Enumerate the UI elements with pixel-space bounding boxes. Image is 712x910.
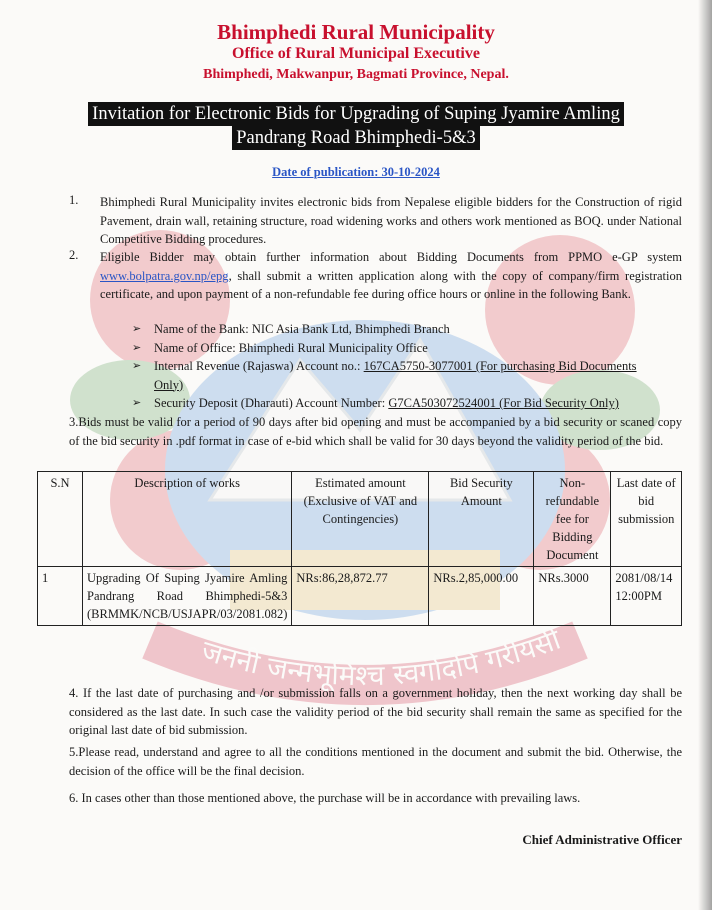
header-fee: Non-refundable fee for Bidding Document xyxy=(534,472,611,567)
cell-estimate: NRs:86,28,872.77 xyxy=(292,567,429,626)
cell-description: Upgrading Of Suping Jyamire Amling Pandrang Road Bhimphedi-5&3 (BRMMK/NCB/USJAPR/03/2081.082) xyxy=(83,567,292,626)
point-1-number: 1. xyxy=(69,193,79,207)
list-item: ➢ Name of the Bank: NIC Asia Bank Ltd, Bhimphedi Branch xyxy=(132,320,652,339)
list-item: ➢ Internal Revenue (Rajaswa) Account no.: 167CA5750-3077001 (For purchasing Bid Documents Only) xyxy=(132,359,637,392)
cell-last-date: 2081/08/14 12:00PM xyxy=(611,567,682,626)
point-1-text: Bhimphedi Rural Municipality invites electronic bids from Nepalese eligible bidders for the Construction of rigid Pavement, drain wall, retaining structure, road widening works and others work mentioned as BOQ. under National Competitive Bidding procedures. xyxy=(100,195,682,246)
arrow-bullet-icon: ➢ xyxy=(132,341,142,354)
point-3-text: 3.Bids must be valid for a period of 90 days after bid opening and must be accompanied by a bid security or scaned copy of the bid security in .pdf format in case of e-bid which shall be valid for 30 days beyond the validity period of the bid. xyxy=(69,415,682,448)
cell-fee: NRs.3000 xyxy=(534,567,611,626)
arrow-bullet-icon: ➢ xyxy=(132,360,142,372)
point-4-text: 4. If the last date of purchasing and /or submission falls on a government holiday, then the next working day shall be considered as the last date. In such case the validity period of the bid security shall remain the same as specified for the original last date of bid submission. xyxy=(69,686,682,737)
arrow-bullet-icon: ➢ xyxy=(132,323,142,335)
table-header-row xyxy=(38,472,682,567)
header-security: Bid Security Amount xyxy=(429,472,534,567)
point-5-text: 5.Please read, understand and agree to all the conditions mentioned in the document and submit the bid. Otherwise, the decision of the office will be the final decision. xyxy=(69,745,682,778)
office-address: Bhimphedi, Makwanpur, Bagmati Province, Nepal. xyxy=(203,67,509,82)
arrow-bullet-icon: ➢ xyxy=(132,397,142,409)
notice-title-line-1: Invitation for Electronic Bids for Upgrading of Suping Jyamire Amling xyxy=(0,102,712,126)
point-2-number: 2. xyxy=(69,248,79,262)
header-estimate: Estimated amount (Exclusive of VAT and Contingencies) xyxy=(292,472,429,567)
municipality-name: Bhimphedi Rural Municipality xyxy=(217,20,495,44)
office-name: Office of Rural Municipal Executive xyxy=(232,45,480,62)
list-item: ➢ Security Deposit (Dharauti) Account Number: G7CA503072524001 (For Bid Security Only) xyxy=(132,394,652,413)
header-last-date: Last date of bid submission xyxy=(611,472,682,567)
page-edge-shadow xyxy=(698,0,712,910)
bolpatra-link[interactable]: www.bolpatra.gov.np/epg xyxy=(100,268,229,283)
bid-table xyxy=(37,471,682,626)
header-description: Description of works xyxy=(83,472,292,567)
cell-security: NRs.2,85,000.00 xyxy=(429,567,534,626)
bank-details-list xyxy=(132,320,652,413)
point-6-text: 6. In cases other than those mentioned above, the purchase will be in accordance with prevailing laws. xyxy=(69,791,581,805)
point-2-text: Eligible Bidder may obtain further information about Bidding Documents from PPMO e-GP system www.bolpatra.gov.np/epg, shall submit a written application along with the copy of company/firm registration certificate, and upon payment of a non-refundable fee during office hours or online in the following Bank. xyxy=(100,250,682,301)
signature-title: Chief Administrative Officer xyxy=(522,832,682,847)
cell-sn: 1 xyxy=(38,567,83,626)
emblem-arc-text: जननी जन्मभूमिश्च स्वर्गादपि गरीयसी xyxy=(197,622,565,693)
list-item: ➢ Name of Office: Bhimphedi Rural Municipality Office xyxy=(132,339,652,358)
publication-date: Date of publication: 30-10-2024 xyxy=(272,165,440,179)
notice-title-line-2: Pandrang Road Bhimphedi-5&3 xyxy=(0,126,712,150)
table-row xyxy=(38,567,682,626)
header-sn: S.N xyxy=(38,472,83,567)
